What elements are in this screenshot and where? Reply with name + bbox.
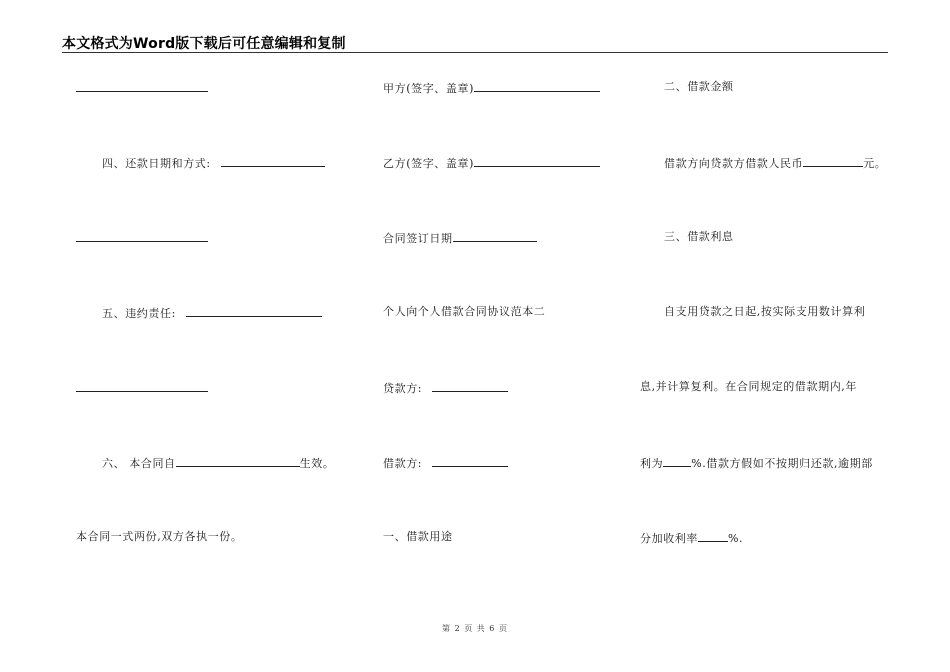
interest-text-1: 自支用贷款之日起,按实际支用数计算利 (664, 305, 866, 318)
penalty-rate-blank (698, 530, 728, 542)
section-5-liability (102, 305, 322, 321)
borrower-label: 借款方: (383, 457, 423, 470)
section-6-blank (176, 455, 300, 467)
sign-date-label: 合同签订日期 (383, 232, 453, 245)
lender-line (383, 380, 508, 396)
sign-date-blank (453, 230, 537, 242)
penalty-rate-suffix: %. (728, 532, 744, 545)
section-2-amount: 二、借款金额 (664, 80, 734, 93)
party-a-label: 甲方(签字、盖章) (383, 82, 474, 95)
lender-blank (432, 380, 508, 392)
blank-line-2 (76, 230, 208, 246)
section-4-label: 四、还款日期和方式: (102, 157, 211, 170)
interest-text-2: 息,并计算复利。在合同规定的借款期内,年 (640, 380, 857, 393)
interest-text-3 (640, 455, 873, 471)
interest-text-4 (640, 530, 743, 546)
section-6-effective (102, 455, 335, 471)
penalty-rate-prefix: 分加收利率 (640, 532, 698, 545)
loan-amount-line (664, 155, 886, 171)
interest-rate-prefix: 利为 (640, 457, 664, 470)
interest-rate-blank (663, 455, 691, 467)
blank-line-3 (76, 380, 208, 396)
section-1-purpose: 一、借款用途 (383, 530, 453, 543)
borrower-blank (432, 455, 508, 467)
party-b-signature (383, 155, 600, 171)
section-6-prefix: 六、 本合同自 (102, 457, 176, 470)
party-b-label: 乙方(签字、盖章) (383, 157, 474, 170)
document-subtitle: 个人向个人借款合同协议范本二 (383, 305, 546, 318)
section-5-label: 五、违约责任: (102, 307, 176, 320)
section-5-blank (186, 305, 322, 317)
interest-rate-suffix: %.借款方假如不按期归还款,逾期部 (691, 457, 873, 470)
borrower-line (383, 455, 508, 471)
sign-date (383, 230, 537, 246)
section-4-repayment (102, 155, 325, 171)
header-divider (62, 52, 888, 53)
section-4-blank (221, 155, 325, 167)
party-a-blank (474, 80, 600, 92)
party-b-blank (474, 155, 600, 167)
page-header-title: 本文格式为Word版下载后可任意编辑和复制 (62, 36, 346, 52)
section-6-suffix: 生效。 (299, 457, 335, 470)
loan-amount-blank (803, 155, 863, 167)
party-a-signature (383, 80, 600, 96)
blank-line-1 (76, 80, 208, 96)
loan-amount-prefix: 借款方向贷款方借款人民币 (664, 157, 804, 170)
copies-clause: 本合同一式两份,双方各执一份。 (76, 530, 243, 543)
lender-label: 贷款方: (383, 382, 423, 395)
section-3-interest: 三、借款利息 (664, 230, 734, 243)
loan-amount-suffix: 元。 (863, 157, 887, 170)
page-number: 第 2 页 共 6 页 (442, 624, 508, 633)
